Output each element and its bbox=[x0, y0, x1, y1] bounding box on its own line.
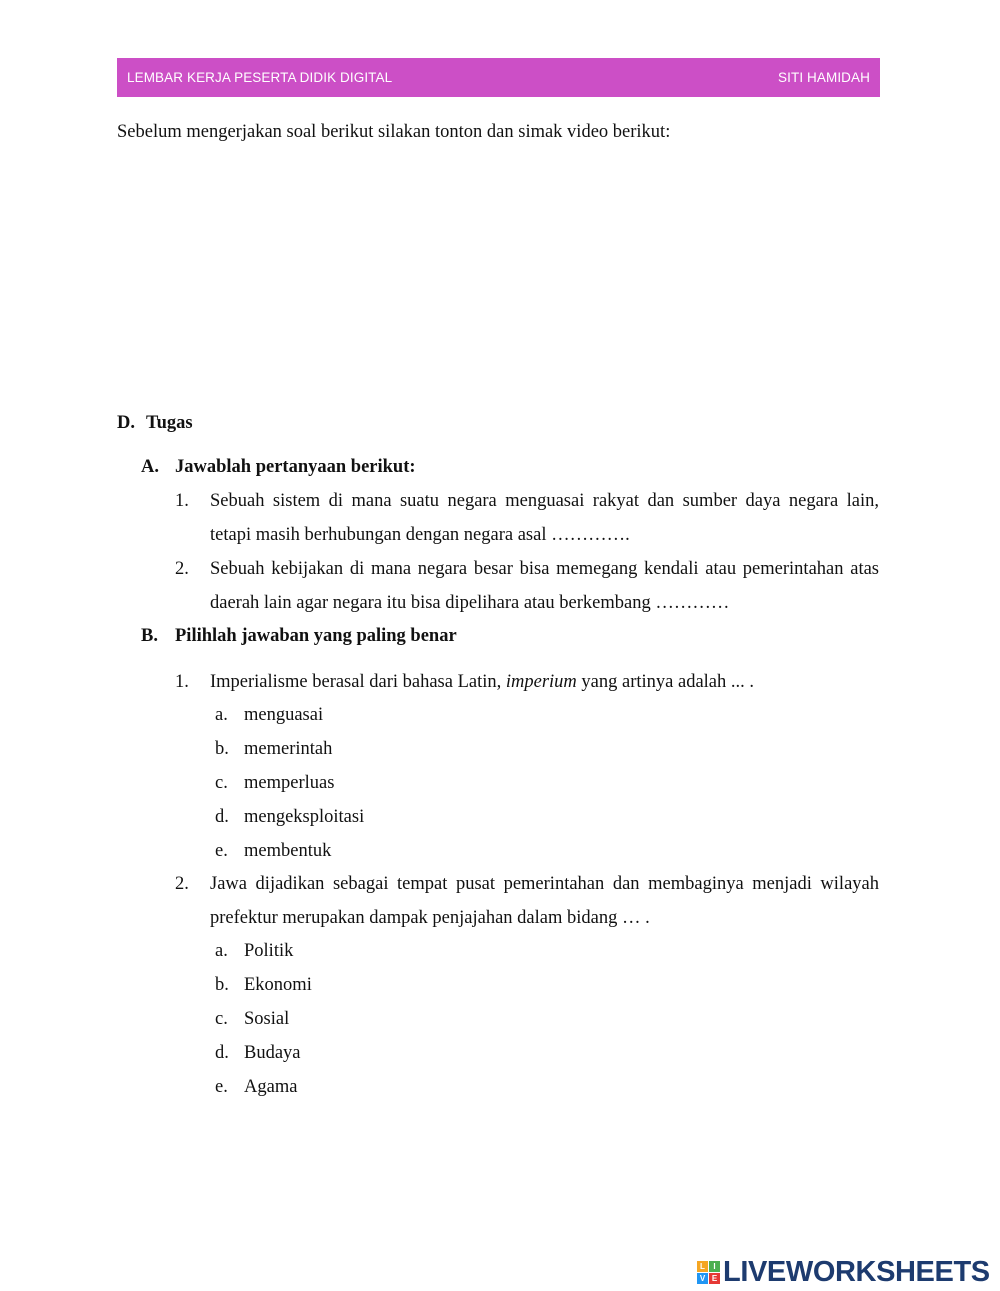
part-a-q2-line2[interactable]: daerah lain agar negara itu bisa dipelihara atau berkembang ………… bbox=[210, 593, 730, 613]
part-a-letter: A. bbox=[141, 457, 159, 477]
option-text[interactable]: memerintah bbox=[244, 739, 333, 759]
logo-icon-letter: E bbox=[709, 1273, 720, 1284]
section-title: Tugas bbox=[146, 413, 193, 433]
part-b-title: Pilihlah jawaban yang paling benar bbox=[175, 626, 457, 646]
part-b-q2-line2: prefektur merupakan dampak penjajahan dalam bidang … . bbox=[210, 908, 650, 928]
liveworksheets-logo-text: LIVEWORKSHEETS bbox=[723, 1256, 990, 1288]
option-letter: b. bbox=[215, 739, 229, 759]
liveworksheets-logo-icon bbox=[697, 1261, 720, 1284]
part-a-q2-number: 2. bbox=[175, 559, 189, 579]
part-b-letter: B. bbox=[141, 626, 158, 646]
option-letter: c. bbox=[215, 773, 228, 793]
part-b-q1-number: 1. bbox=[175, 672, 189, 692]
option-text[interactable]: Budaya bbox=[244, 1043, 301, 1063]
intro-text: Sebelum mengerjakan soal berikut silakan tonton dan simak video berikut: bbox=[117, 122, 671, 142]
option-text[interactable]: Sosial bbox=[244, 1009, 290, 1029]
option-letter: d. bbox=[215, 1043, 229, 1063]
option-letter: a. bbox=[215, 941, 228, 961]
option-text[interactable]: menguasai bbox=[244, 705, 324, 725]
header-right-text: SITI HAMIDAH bbox=[778, 70, 870, 85]
option-letter: a. bbox=[215, 705, 228, 725]
section-letter: D. bbox=[117, 413, 135, 433]
logo-icon-letter: L bbox=[697, 1261, 708, 1272]
option-text[interactable]: memperluas bbox=[244, 773, 335, 793]
option-text[interactable]: Agama bbox=[244, 1077, 298, 1097]
part-b-q1-text bbox=[210, 671, 754, 693]
option-text[interactable]: mengeksploitasi bbox=[244, 807, 365, 827]
option-letter: e. bbox=[215, 1077, 228, 1097]
part-a-q2-line1: Sebuah kebijakan di mana negara besar bisa memegang kendali atau pemerintahan atas bbox=[210, 559, 879, 579]
option-letter: c. bbox=[215, 1009, 228, 1029]
video-placeholder[interactable] bbox=[117, 160, 880, 390]
header-bar bbox=[117, 58, 880, 97]
part-a-title: Jawablah pertanyaan berikut: bbox=[175, 457, 416, 477]
part-b-q2-line1: Jawa dijadikan sebagai tempat pusat pemerintahan dan membaginya menjadi wilayah bbox=[210, 874, 879, 894]
option-text[interactable]: Politik bbox=[244, 941, 294, 961]
part-a-q1-line2[interactable]: tetapi masih berhubungan dengan negara asal …………. bbox=[210, 525, 630, 545]
header-left-text: LEMBAR KERJA PESERTA DIDIK DIGITAL bbox=[127, 70, 393, 85]
option-letter: d. bbox=[215, 807, 229, 827]
liveworksheets-logo[interactable] bbox=[697, 1257, 990, 1287]
option-text[interactable]: membentuk bbox=[244, 841, 332, 861]
part-a-q1-line1: Sebuah sistem di mana suatu negara menguasai rakyat dan sumber daya negara lain, bbox=[210, 491, 879, 511]
logo-icon-letter: I bbox=[709, 1261, 720, 1272]
part-b-q2-number: 2. bbox=[175, 874, 189, 894]
part-b-q1-text-before: Imperialisme berasal dari bahasa Latin, bbox=[210, 672, 506, 692]
part-a-q1-number: 1. bbox=[175, 491, 189, 511]
option-text[interactable]: Ekonomi bbox=[244, 975, 312, 995]
option-letter: b. bbox=[215, 975, 229, 995]
part-b-q1-text-after: yang artinya adalah ... . bbox=[576, 672, 755, 692]
part-b-q1-text-italic: imperium bbox=[505, 672, 577, 692]
logo-icon-letter: V bbox=[697, 1273, 708, 1284]
option-letter: e. bbox=[215, 841, 228, 861]
